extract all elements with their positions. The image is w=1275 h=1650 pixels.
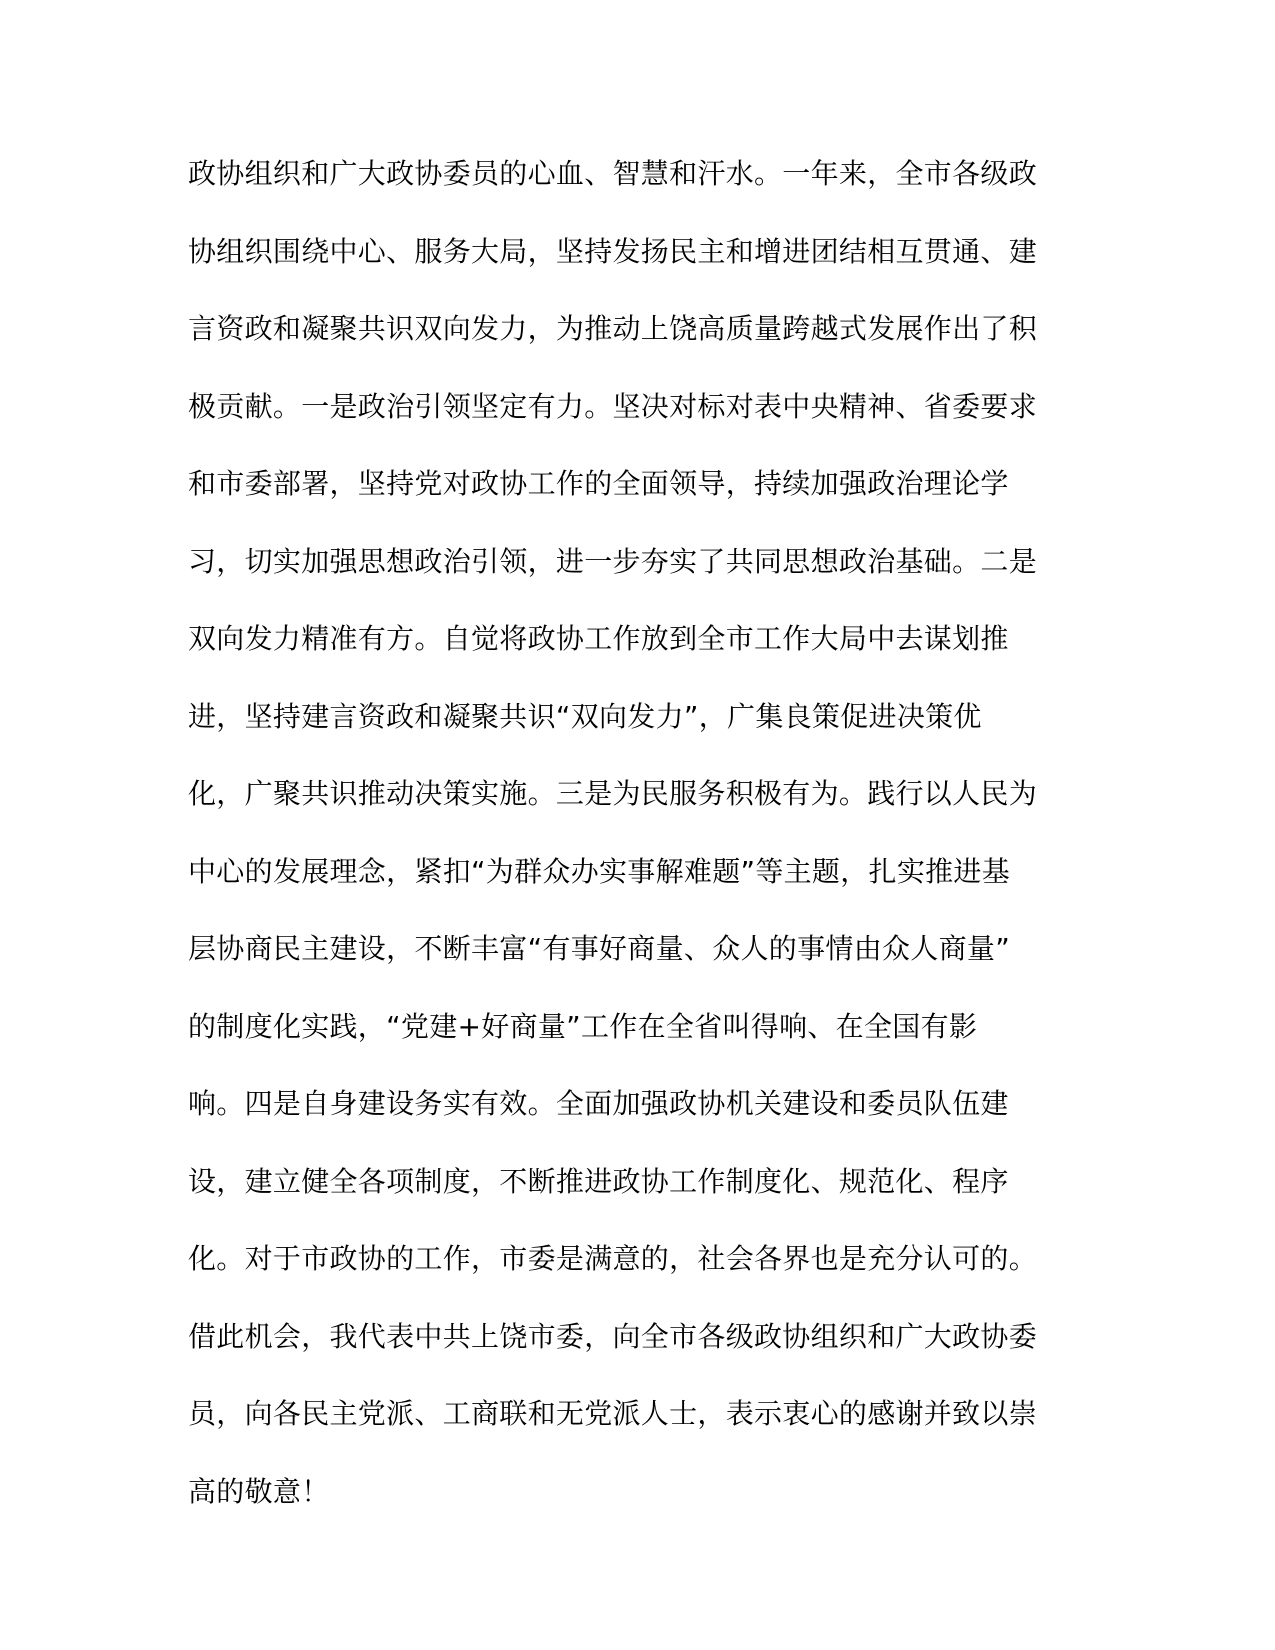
- text-line: 言资政和凝聚共识双向发力，为推动上饶高质量跨越式发展作出了积: [188, 312, 1038, 345]
- text-line: 化。对于市政协的工作，市委是满意的，社会各界也是充分认可的。: [188, 1242, 1038, 1275]
- text-line: 习，切实加强思想政治引领，进一步夯实了共同思想政治基础。二是: [188, 544, 1038, 578]
- text-line: 进，坚持建言资政和凝聚共识“双向发力”，广集良策促进决策优: [188, 699, 982, 733]
- text-line: 协组织围绕中心、服务大局，坚持发扬民主和增进团结相互贯通、建: [188, 234, 1038, 268]
- text-line: 层协商民主建设，不断丰富“有事好商量、众人的事情由众人商量”: [188, 932, 1011, 965]
- text-line: 中心的发展理念，紧扣“为群众办实事解难题”等主题，扎实推进基: [188, 854, 1011, 888]
- text-line: 员，向各民主党派、工商联和无党派人士，表示衷心的感谢并致以崇: [188, 1397, 1038, 1430]
- text-line: 化，广聚共识推动决策实施。三是为民服务积极有为。践行以人民为: [188, 777, 1038, 810]
- text-line: 政协组织和广大政协委员的心血、智慧和汗水。一年来，全市各级政: [188, 157, 1038, 190]
- text-line: 高的敬意！: [188, 1474, 330, 1508]
- text-line: 借此机会，我代表中共上饶市委，向全市各级政协组织和广大政协委: [188, 1319, 1038, 1353]
- text-line: 设，建立健全各项制度，不断推进政协工作制度化、规范化、程序: [188, 1164, 1009, 1198]
- text-line: 响。四是自身建设务实有效。全面加强政协机关建设和委员队伍建: [188, 1087, 1009, 1120]
- text-line: 和市委部署，坚持党对政协工作的全面领导，持续加强政治理论学: [188, 467, 1009, 500]
- text-line: 极贡献。一是政治引领坚定有力。坚决对标对表中央精神、省委要求: [188, 389, 1038, 423]
- body-paragraph: [188, 135, 1068, 1530]
- text-line: 的制度化实践，“党建+好商量”工作在全省叫得响、在全国有影: [188, 1009, 978, 1043]
- text-line: 双向发力精准有方。自觉将政协工作放到全市工作大局中去谋划推: [188, 622, 1009, 655]
